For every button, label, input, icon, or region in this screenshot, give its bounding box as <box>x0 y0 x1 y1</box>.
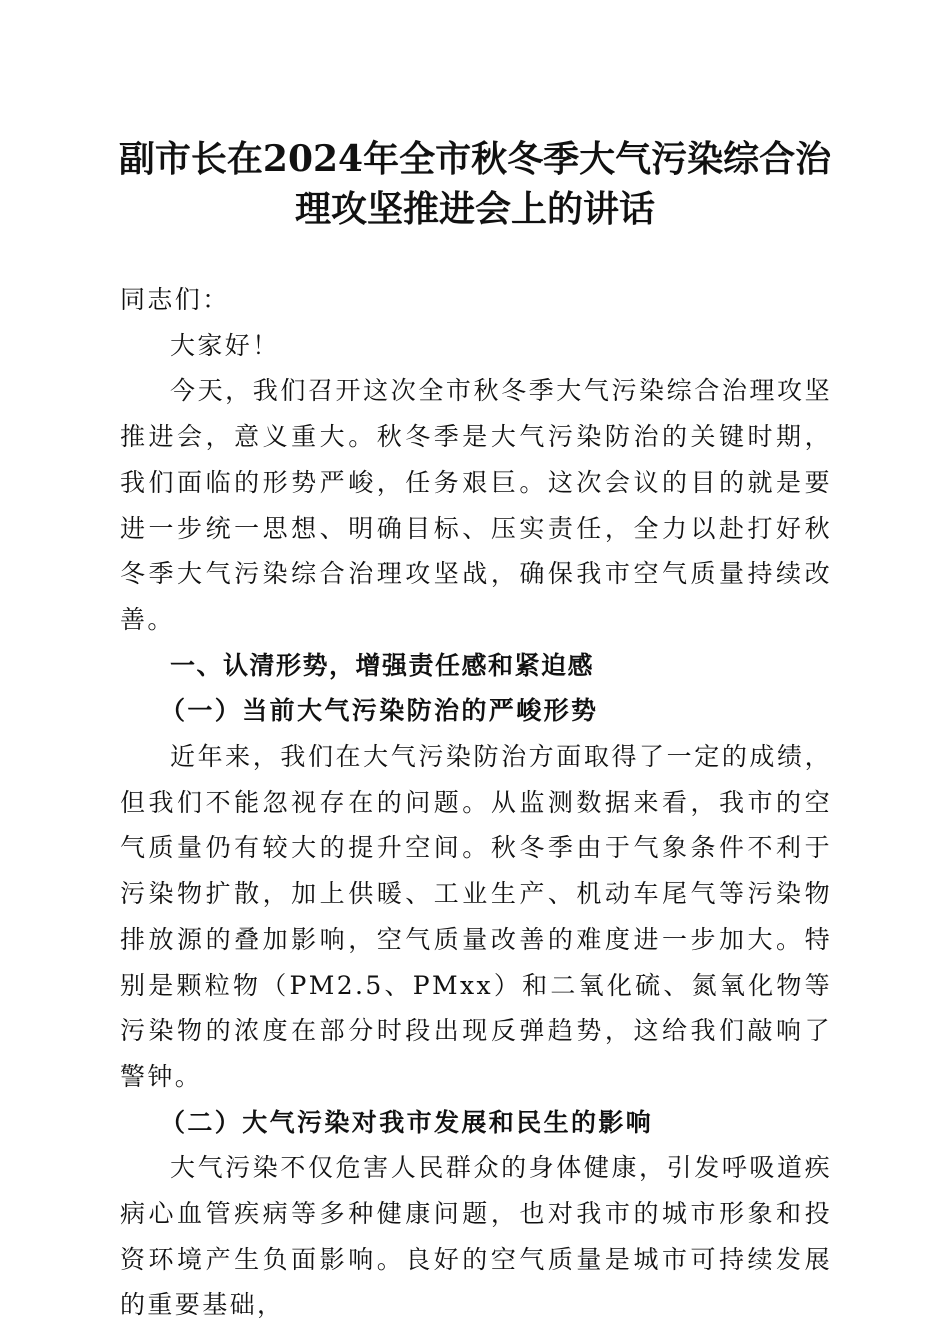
salutation: 同志们： <box>120 285 230 314</box>
greeting: 大家好！ <box>170 330 280 360</box>
document-body <box>120 277 832 1328</box>
title-line-2: 理攻坚推进会上的讲话 <box>294 188 655 230</box>
document-title <box>100 134 850 234</box>
subsection-heading-2: （二）大气污染对我市发展和民生的影响 <box>160 1107 654 1137</box>
subsection-2-paragraph: 大气污染不仅危害人民群众的身体健康，引发呼吸道疾病心血管疾病等多种健康问题，也对我市的城市形象和投资环境产生负面影响。良好的空气质量是城市可持续发展的重要基础， <box>120 1153 832 1320</box>
subsection-heading-1: （一）当前大气污染防治的严峻形势 <box>160 696 599 726</box>
subsection-1-paragraph: 近年来，我们在大气污染防治方面取得了一定的成绩，但我们不能忽视存在的问题。从监测数据来看，我市的空气质量仍有较大的提升空间。秋冬季由于气象条件不利于污染物扩散，加上供暖、工业生产、机动车尾气等污染物排放源的叠加影响，空气质量改善的难度进一步加大。特别是颗粒物（PM2.5、PMxx）和二氧化硫、氮氧化物等污染物的浓度在部分时段出现反弹趋势，这给我们敲响了警钟。 <box>120 742 832 1091</box>
section-heading-1: 一、认清形势，增强责任感和紧迫感 <box>170 650 595 680</box>
title-line-1: 副市长在2024年全市秋冬季大气污染综合治 <box>118 138 832 180</box>
intro-paragraph: 今天，我们召开这次全市秋冬季大气污染综合治理攻坚推进会，意义重大。秋冬季是大气污染防治的关键时期，我们面临的形势严峻，任务艰巨。这次会议的目的就是要进一步统一思想、明确目标、压实责任，全力以赴打好秋冬季大气污染综合治理攻坚战，确保我市空气质量持续改善。 <box>120 376 832 634</box>
